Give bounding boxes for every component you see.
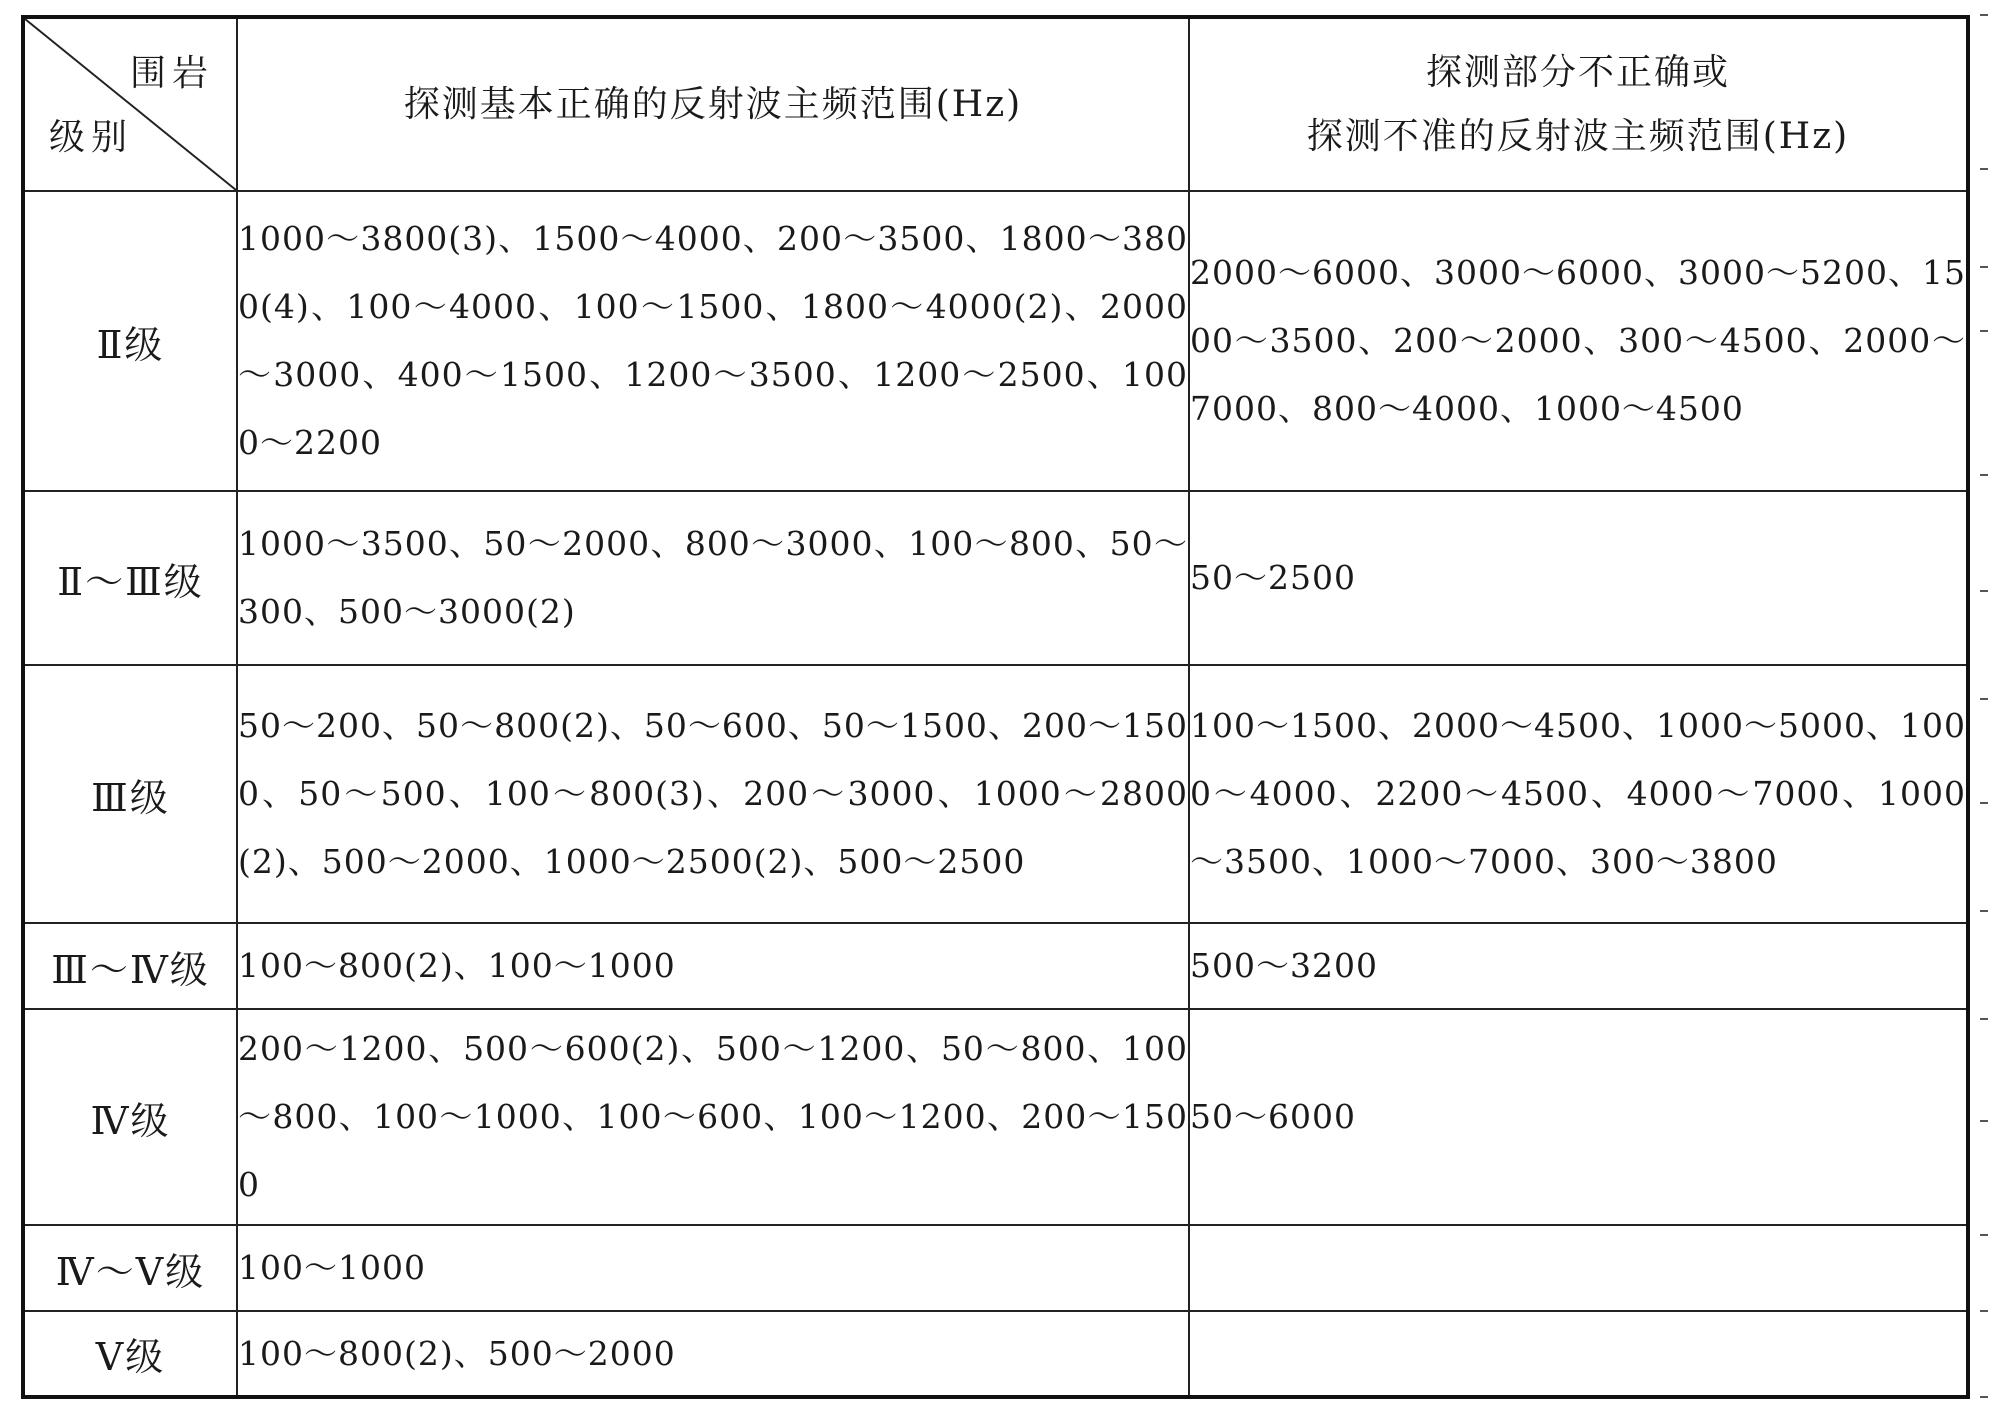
edge-tick (1980, 802, 1988, 804)
correct-range-cell: 1000～3800(3)、1500～4000、200～3500、1800～3800(4)、100～4000、100～1500、1800～4000(2)、2000～3000、400～1500、1200～3500、1200～2500、1000～2200 (237, 191, 1189, 491)
table-row (23, 923, 1968, 1009)
table-row (23, 1009, 1968, 1225)
edge-tick (1980, 1018, 1988, 1020)
header-correct-range-text: 探测基本正确的反射波主频范围(Hz) (403, 83, 1023, 125)
table-row (23, 1311, 1968, 1397)
edge-tick (1980, 14, 1988, 16)
diagonal-header-cell (23, 17, 237, 191)
incorrect-range-cell: 50～2500 (1189, 491, 1968, 665)
table-row (23, 665, 1968, 923)
correct-range-cell: 100～800(2)、100～1000 (237, 923, 1189, 1009)
correct-range-cell: 50～200、50～800(2)、50～600、50～1500、200～1500、50～500、100～800(3)、200～3000、1000～2800(2)、500～2000、1000～2500(2)、500～2500 (237, 665, 1189, 923)
table-header-row (23, 17, 1968, 191)
edge-tick (1980, 266, 1988, 268)
grade-cell: Ⅳ～Ⅴ级 (23, 1225, 237, 1311)
incorrect-range-cell (1189, 1225, 1968, 1311)
edge-tick (1980, 168, 1988, 170)
edge-tick (1980, 474, 1988, 476)
edge-tick (1980, 590, 1988, 592)
incorrect-range-cell: 50～6000 (1189, 1009, 1968, 1225)
correct-range-cell: 100～800(2)、500～2000 (237, 1311, 1189, 1397)
header-correct-range (237, 17, 1189, 191)
incorrect-range-cell: 500～3200 (1189, 923, 1968, 1009)
grade-cell: Ⅱ级 (23, 191, 237, 491)
edge-tick (1980, 698, 1988, 700)
page-edge-marks (1978, 0, 1992, 1419)
edge-tick (1980, 910, 1988, 912)
edge-tick (1980, 1396, 1988, 1398)
grade-cell: Ⅲ级 (23, 665, 237, 923)
correct-range-cell: 100～1000 (237, 1225, 1189, 1311)
grade-cell: Ⅴ级 (23, 1311, 237, 1397)
correct-range-cell: 200～1200、500～600(2)、500～1200、50～800、100～800、100～1000、100～600、100～1200、200～1500 (237, 1009, 1189, 1225)
table-row (23, 191, 1968, 491)
incorrect-range-cell: 2000～6000、3000～6000、3000～5200、1500～3500、200～2000、300～4500、2000～7000、800～4000、1000～4500 (1189, 191, 1968, 491)
frequency-range-table (21, 15, 1970, 1399)
incorrect-range-cell: 100～1500、2000～4500、1000～5000、1000～4000、2200～4500、4000～7000、1000～3500、1000～7000、300～3800 (1189, 665, 1968, 923)
header-incorrect-range (1189, 17, 1968, 191)
grade-cell: Ⅳ级 (23, 1009, 237, 1225)
edge-tick (1980, 1310, 1988, 1312)
correct-range-cell: 1000～3500、50～2000、800～3000、100～800、50～300、500～3000(2) (237, 491, 1189, 665)
header-rock-label: 围岩 (129, 53, 214, 94)
grade-cell: Ⅱ～Ⅲ级 (23, 491, 237, 665)
header-grade-label: 级别 (49, 117, 134, 158)
header-incorrect-line2: 探测不准的反射波主频范围(Hz) (1306, 115, 1850, 157)
table-row (23, 491, 1968, 665)
edge-tick (1980, 1234, 1988, 1236)
header-incorrect-line1: 探测部分不正确或 (1425, 51, 1730, 93)
edge-tick (1980, 1120, 1988, 1122)
incorrect-range-cell (1189, 1311, 1968, 1397)
edge-tick (1980, 330, 1988, 332)
table-row (23, 1225, 1968, 1311)
grade-cell: Ⅲ～Ⅳ级 (23, 923, 237, 1009)
